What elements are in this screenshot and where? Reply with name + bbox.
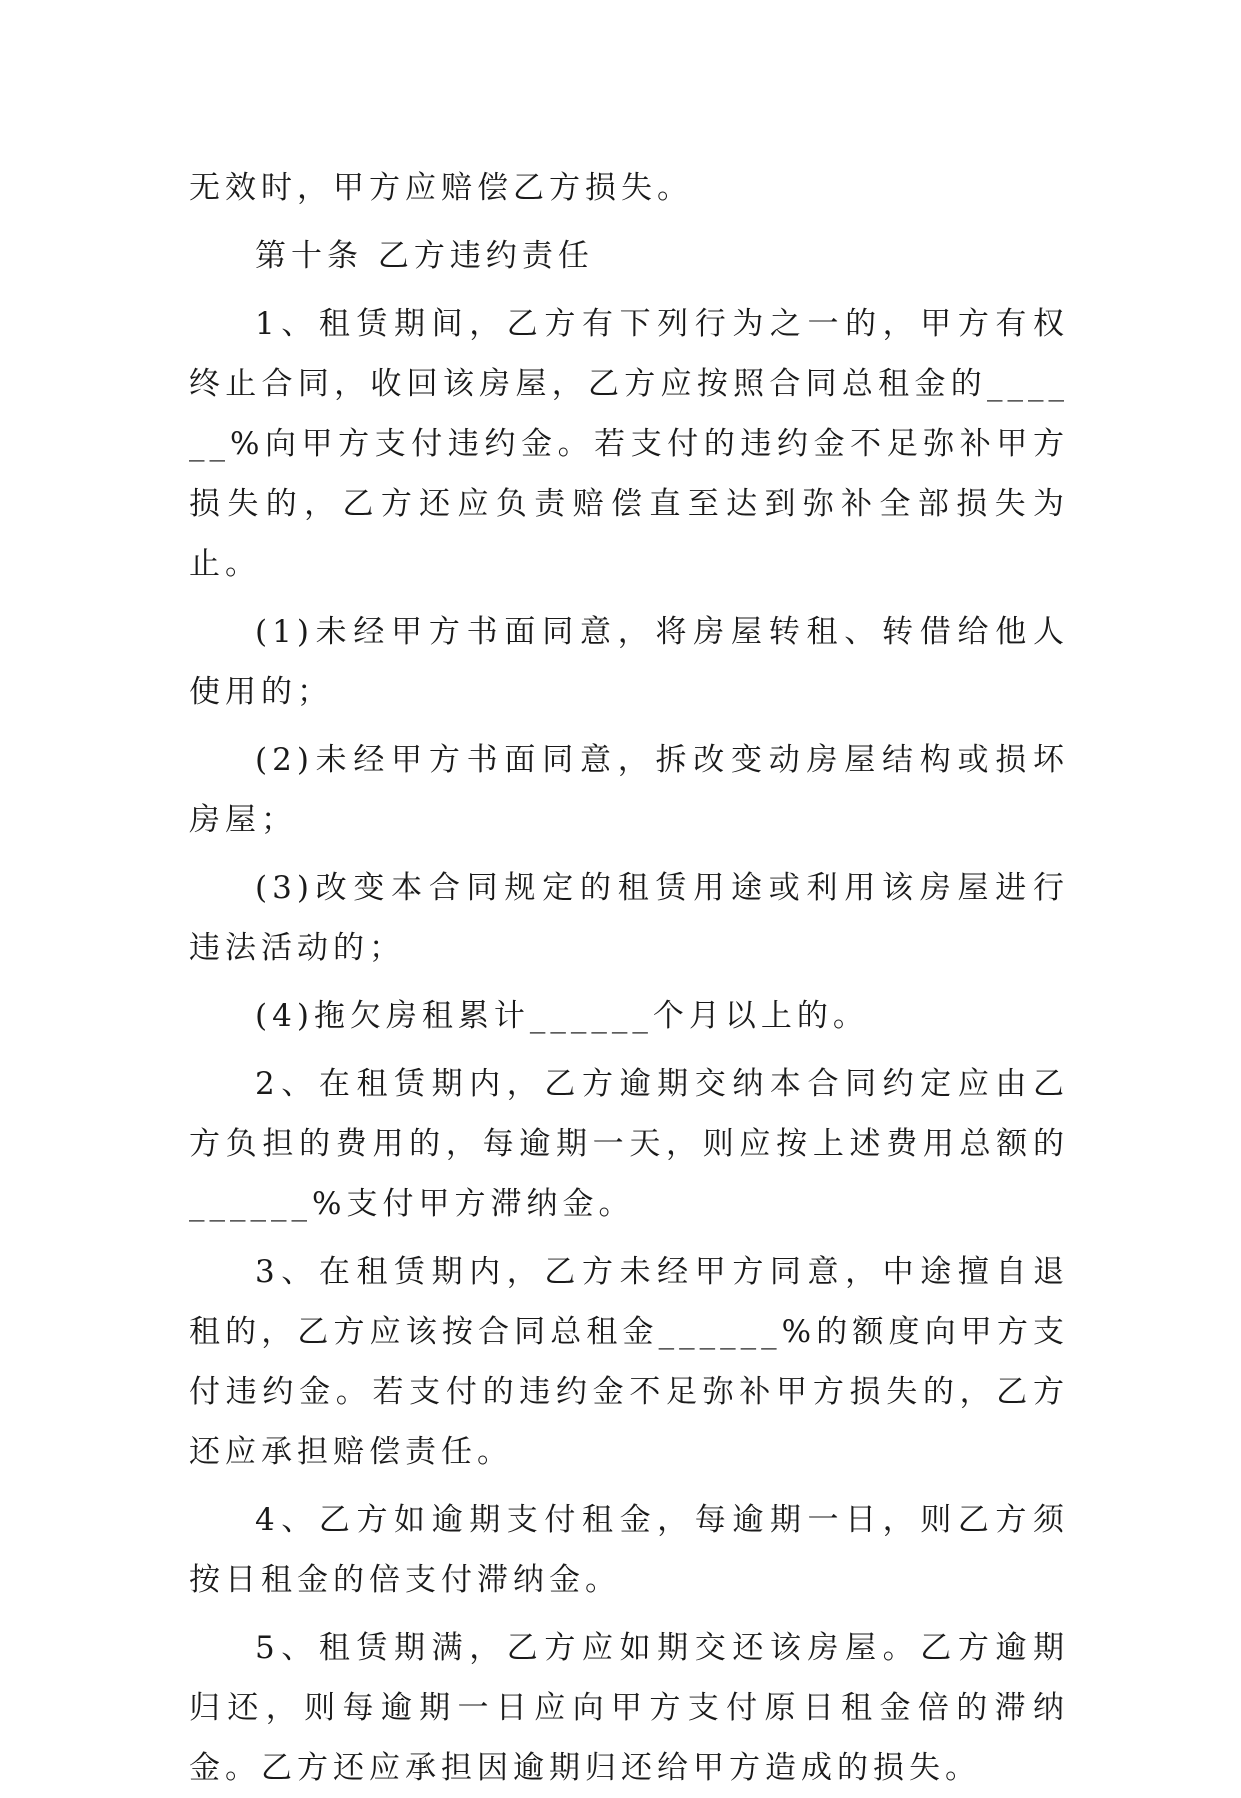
article-heading: 第十条 乙方违约责任	[255, 238, 594, 274]
clause-3: 3、在租赁期内，乙方未经甲方同意，中途擅自退租的，乙方应该按合同总租金______%的额度向甲方支付违约金。若支付的违约金不足弥补甲方损失的，乙方还应承担赔偿责任。	[189, 1254, 1069, 1470]
clause-2: 2、在租赁期内，乙方逾期交纳本合同约定应由乙方负担的费用的，每逾期一天，则应按上述费用总额的______%支付甲方滞纳金。	[189, 1066, 1069, 1222]
clause-1: 1、租赁期间，乙方有下列行为之一的，甲方有权终止合同，收回该房屋，乙方应按照合同总租金的______%向甲方支付违约金。若支付的违约金不足弥补甲方损失的，乙方还应负责赔偿直至达到弥补全部损失为止。	[189, 306, 1069, 582]
clause-1-item-2: (2)未经甲方书面同意，拆改变动房屋结构或损坏房屋；	[189, 742, 1069, 838]
clause-5: 5、租赁期满，乙方应如期交还该房屋。乙方逾期归还，则每逾期一日应向甲方支付原日租金倍的滞纳金。乙方还应承担因逾期归还给甲方造成的损失。	[189, 1630, 1069, 1786]
clause-1-item-1: (1)未经甲方书面同意，将房屋转租、转借给他人使用的；	[189, 614, 1069, 710]
document-body	[189, 158, 1069, 1798]
paragraph-continuation: 无效时，甲方应赔偿乙方损失。	[189, 170, 693, 206]
clause-1-item-4: (4)拖欠房租累计______个月以上的。	[255, 998, 869, 1034]
clause-4: 4、乙方如逾期支付租金，每逾期一日，则乙方须按日租金的倍支付滞纳金。	[189, 1502, 1069, 1598]
clause-1-item-3: (3)改变本合同规定的租赁用途或利用该房屋进行违法活动的；	[189, 870, 1069, 966]
